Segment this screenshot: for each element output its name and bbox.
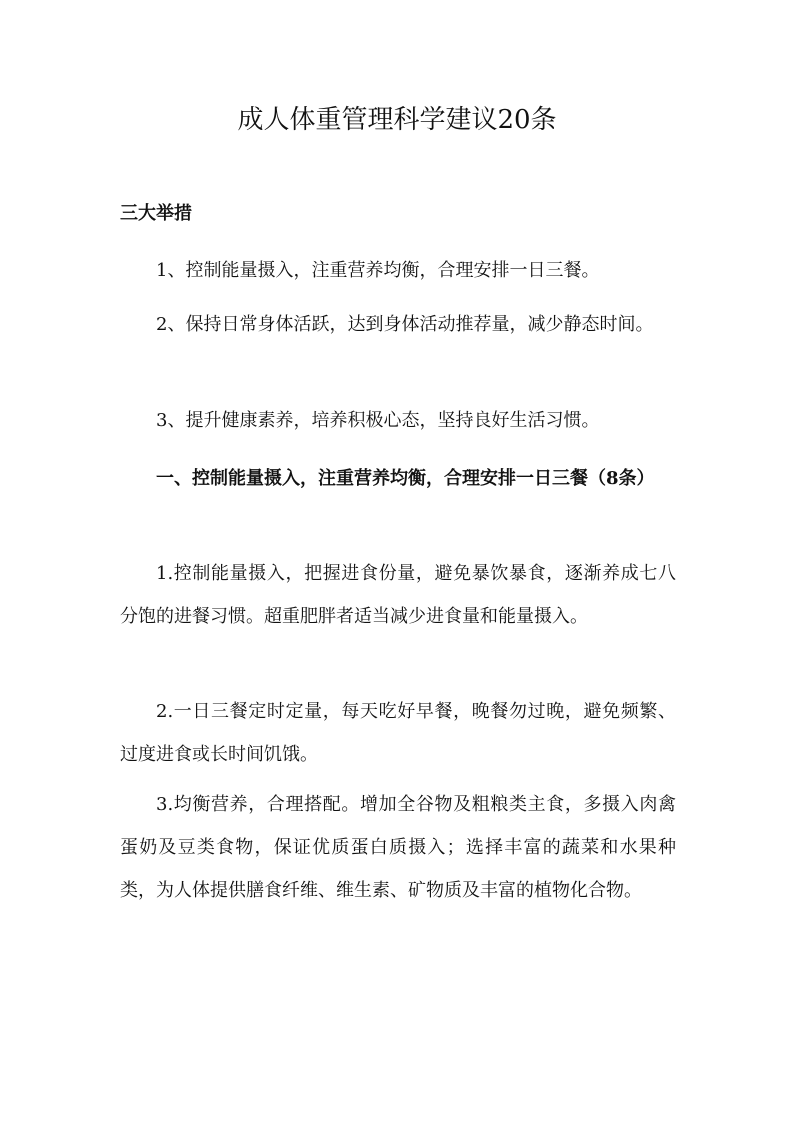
recommendation-item-2: 2.一日三餐定时定量，每天吃好早餐，晚餐勿过晚，避免频繁、过度进食或长时间饥饿。: [120, 701, 676, 765]
document-title: 成人体重管理科学建议20条: [237, 105, 557, 135]
recommendation-item-3: 3.均衡营养，合理搭配。增加全谷物及粗粮类主食，多摄入肉禽蛋奶及豆类食物，保证优质蛋白质摄入；选择丰富的蔬菜和水果种类，为人体提供膳食纤维、维生素、矿物质及丰富的植物化合物。: [120, 794, 676, 901]
part-one-heading: 一、控制能量摄入，注重营养均衡，合理安排一日三餐（8条）: [156, 468, 655, 489]
measure-item-3: 3、提升健康素养，培养积极心态，坚持良好生活习惯。: [156, 410, 600, 431]
measure-item-2: 2、保持日常身体活跃，达到身体活动推荐量，减少静态时间。: [156, 314, 654, 335]
measure-item-1: 1、控制能量摄入，注重营养均衡，合理安排一日三餐。: [156, 260, 600, 281]
recommendation-item-1: 1.控制能量摄入，把握进食份量，避免暴饮暴食，逐渐养成七八分饱的进餐习惯。超重肥胖者适当减少进食量和能量摄入。: [120, 563, 676, 627]
section-heading: 三大举措: [120, 203, 192, 224]
